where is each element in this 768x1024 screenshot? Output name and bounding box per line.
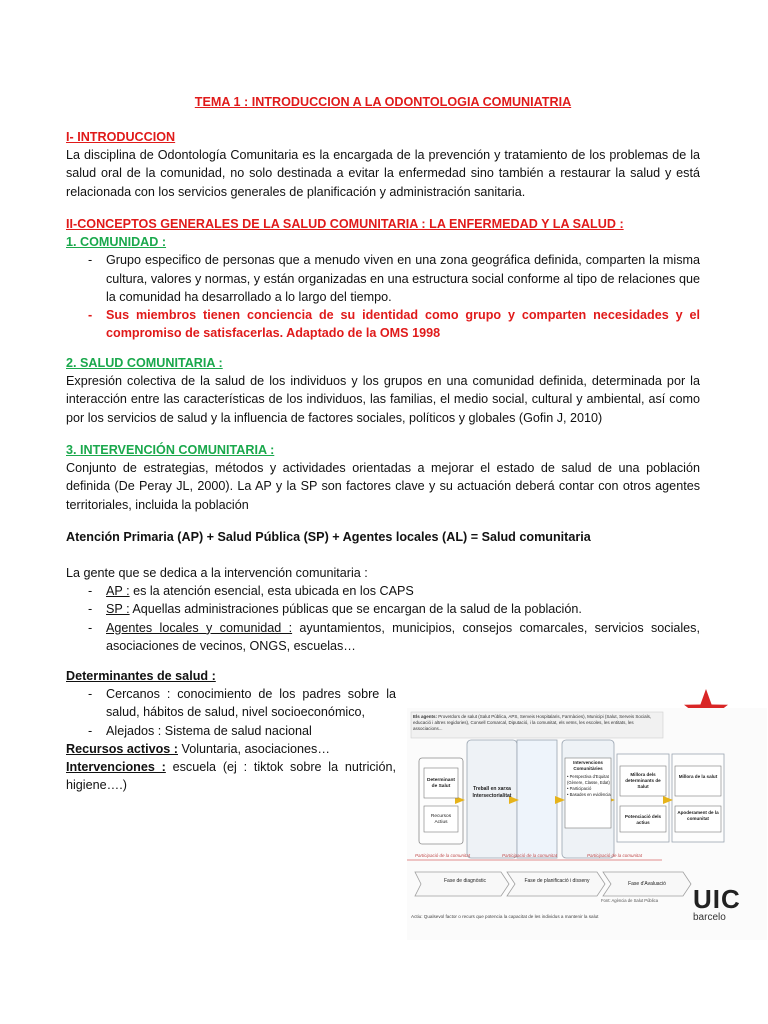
box-potenciacio: Potenciació dels actius <box>624 814 662 825</box>
phase-planificacio: Fase de planificació i disseny <box>524 878 590 884</box>
item-text: ayuntamientos, municipios, consejos comarcales, servicios sociales, asociaciones de vecinos, ONGS, escuelas… <box>106 620 700 653</box>
intervenciones-text: escuela (ej : tiktok sobre la nutrición, higiene….) <box>66 760 396 793</box>
section-gente <box>66 564 700 655</box>
comunidad-heading: 1. COMUNIDAD : <box>66 235 167 250</box>
item-label: SP : <box>106 602 130 617</box>
diagram-source: Font: Agència de Salut Pública <box>601 898 659 903</box>
section-introduccion <box>66 128 700 201</box>
diagram-header <box>413 714 661 732</box>
box-recursos: Recursos Actius <box>430 814 452 825</box>
box-intervencions-title: Intervencions Comunitàries <box>573 760 603 771</box>
uic-logo: UIC <box>693 884 741 914</box>
intervencion-heading: 3. INTERVENCIÓN COMUNITARIA : <box>66 443 275 457</box>
determinantes-list <box>66 685 396 740</box>
box-treball: Treball en xarxa Intersectorialitat <box>472 786 512 799</box>
salud-heading: 2. SALUD COMUNITARIA : <box>66 356 223 370</box>
diagram-header-label: Els agents: <box>413 714 438 719</box>
list-item <box>66 582 700 600</box>
intro-text: La disciplina de Odontología Comunitaria es la encargada de la prevención y tratamiento de los problemas de la salud oral de la comunidad, no solo destinada a evitar la enfermedad sino también a restaurar la salud y está relacionada con los servicios generales de planificación y administración sanitaria. <box>66 148 700 199</box>
list-item: - Cercanos : conocimiento de los padres sobre la salud, hábitos de salud, nivel socioeconómico, <box>66 685 396 721</box>
gente-list <box>66 582 700 655</box>
box-millora-salut: Millora de la salut <box>678 774 718 779</box>
list-item: - Alejados : Sistema de salud nacional <box>66 722 396 740</box>
formula: Atención Primaria (AP) + Salud Pública (SP) + Agentes locales (AL) = Salud comunitaria <box>66 530 591 544</box>
section-conceptos <box>66 215 700 342</box>
item-label: AP : <box>106 584 130 599</box>
gente-intro: La gente que se dedica a la intervención comunitaria : <box>66 566 368 580</box>
intervenciones-line <box>66 758 396 794</box>
intervention-diagram <box>407 708 767 940</box>
comunidad-list <box>66 251 700 342</box>
item-text: es la atención esencial, esta ubicada en los CAPS <box>129 584 414 599</box>
diagram-header-text: Proveïdors de salut (Salut Pública, APS, Serveis Hospitalaris, Farmàcies), Municipi (Salut, Serveis Socials, educació i altres regidories), Consell Comarcal, Diputació, i la comunitat, els veïns, les escoles, les entitats, les associacions... <box>413 714 652 731</box>
box-millora-determinants: Millora dels determinants de Salut <box>625 772 661 789</box>
intro-heading: I- INTRODUCCION <box>66 130 176 144</box>
section-determinantes <box>66 667 396 794</box>
box-intervencions-items: • Perspectiva d'Equitat (Gènere, Classe, Edat) • Participació • Basades en evidència <box>567 774 611 797</box>
document-title: TEMA 1 : INTRODUCCION A LA ODONTOLOGIA COMUNIATRIA <box>194 95 572 109</box>
box-apoderament: Apoderament de la comunitat <box>677 810 719 821</box>
phase-avaluacio: Fase d'Avaluació <box>628 881 666 887</box>
recursos-label: Recursos activos : <box>66 741 178 756</box>
list-item <box>66 600 700 618</box>
section-salud-comunitaria <box>66 354 700 427</box>
section-intervencion <box>66 441 700 514</box>
salud-text: Expresión colectiva de la salud de los individuos y los grupos en una comunidad definida, determinada por la interacción entre las características de los individuos, las familias, el medio social, cultural y ambiental, así como por los servicios de salud y la influencia de factores sociales, políticos y globales (Gofin J, 2010) <box>66 374 700 425</box>
list-item: - Sus miembros tienen conciencia de su identidad como grupo y comparten necesidades y el compromiso de satisfacerlas. Adaptado de la OMS 1998 <box>66 306 700 342</box>
list-item <box>66 619 700 655</box>
band-participacio-3: Participació de la comunitat <box>587 853 643 858</box>
uic-logo-sub: barcelo <box>693 912 726 923</box>
recursos-text: Voluntaria, asociaciones… <box>178 741 330 756</box>
item-text: Aquellas administraciones públicas que se encargan de la salud de la población. <box>129 602 582 617</box>
determinantes-heading: Determinantes de salud : <box>66 669 216 683</box>
diagram-footnote: Actiu: Qualsevol factor o recurs que potencia la capacitat de les individus a mantenir la salut <box>411 914 599 919</box>
recursos-line <box>66 740 396 758</box>
intervencion-text: Conjunto de estrategias, métodos y actividades orientadas a mejorar el estado de salud de una población definida (De Peray JL, 2000). La AP y la SP son factores clave y su actuación deberá contar con otros agentes territoriales, incluida la población <box>66 461 700 512</box>
phase-diagnostic: Fase de diagnòstic <box>444 878 486 884</box>
band-participacio-2: Participació de la comunitat <box>502 853 558 858</box>
concepts-heading: II-CONCEPTOS GENERALES DE LA SALUD COMUNITARIA : LA ENFERMEDAD Y LA SALUD : <box>66 217 624 231</box>
item-label: Agentes locales y comunidad : <box>106 620 293 635</box>
box-determinant: Determinant de Salut <box>427 778 455 789</box>
list-item: - Grupo especifico de personas que a menudo viven en una zona geográfica definida, comparten la misma cultura, valores y normas, y están organizadas en una estructura social conforme al tipo de relaciones que la comunidad ha desarrollado a lo largo del tiempo. <box>66 251 700 306</box>
band-participacio-1: Participació de la comunitat <box>415 853 471 858</box>
intervenciones-label: Intervenciones : <box>66 760 166 775</box>
